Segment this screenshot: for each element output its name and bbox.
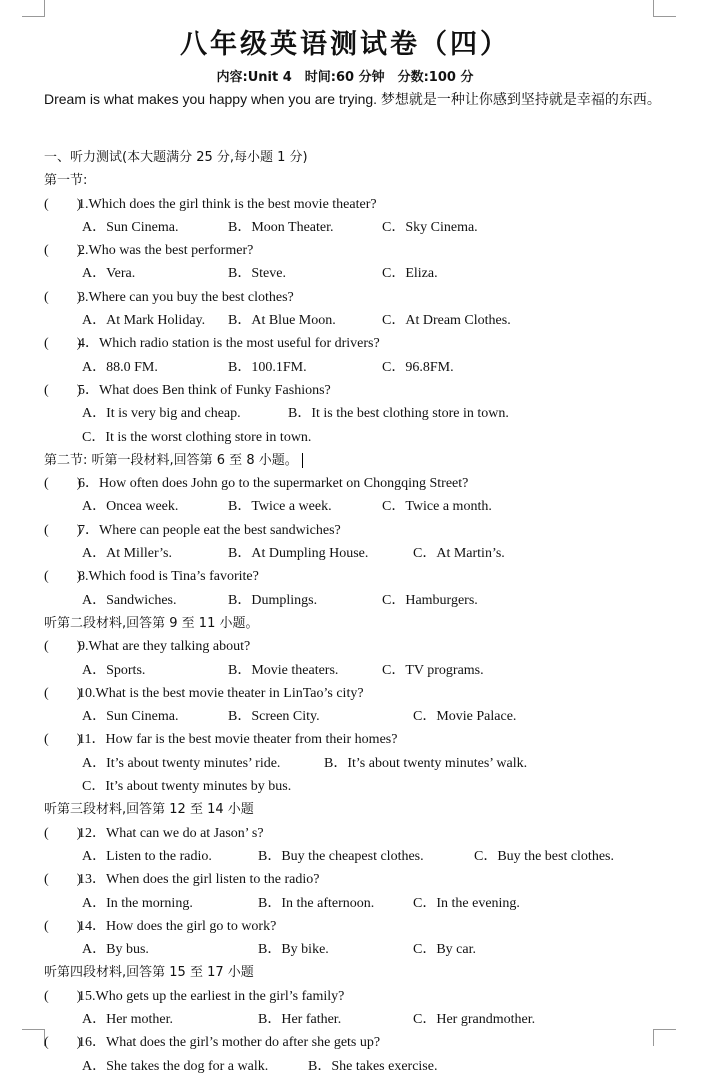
option-a: A．By bus. (82, 942, 149, 958)
answer-blank[interactable]: ( ) (44, 336, 82, 352)
option-a: A．Sun Cinema. (82, 219, 179, 235)
option-c: C．TV programs. (382, 662, 484, 678)
question: ( )7．Where can people eat the best sandwiches? (44, 519, 684, 542)
options-row (44, 589, 684, 612)
option-b: B．She takes exercise. (308, 1058, 438, 1074)
option-a: A．At Mark Holiday. (82, 313, 206, 329)
option-c: C．Her grandmother. (413, 1011, 536, 1027)
option-c: C．At Martin’s. (413, 546, 505, 562)
option-b: B．At Dumpling House. (228, 546, 369, 562)
option-c: C．Buy the best clothes. (474, 848, 614, 864)
option-b: B．In the afternoon. (258, 895, 375, 911)
answer-blank[interactable]: ( ) (44, 569, 82, 585)
question: ( )16．What does the girl’s mother do after she gets up? (44, 1031, 684, 1054)
options-row (44, 1055, 684, 1078)
part-heading: 听第四段材料,回答第 15 至 17 小题 (44, 965, 254, 981)
options-row (44, 938, 684, 961)
answer-blank[interactable]: ( ) (44, 243, 82, 259)
document-body[interactable] (44, 124, 684, 1078)
page-title: 八年级英语测试卷（四） (180, 29, 510, 60)
option-a: A．Sports. (82, 662, 146, 678)
option-c: C．Movie Palace. (413, 709, 517, 725)
options-row (44, 402, 684, 425)
question: ( )8.Which food is Tina’s favorite? (44, 565, 684, 588)
part-heading: 第二节: 听第一段材料,回答第 6 至 8 小题。 (44, 449, 684, 472)
options-row (44, 356, 684, 379)
question: ( )1.Which does the girl think is the best movie theater? (44, 193, 684, 216)
options-row (44, 262, 684, 285)
option-b: B．Screen City. (228, 709, 320, 725)
option-a: A．She takes the dog for a walk. (82, 1058, 269, 1074)
answer-blank[interactable]: ( ) (44, 382, 82, 398)
options-row (44, 752, 684, 775)
option-a: A．Sandwiches. (82, 592, 177, 608)
option-c: C．96.8FM. (382, 359, 454, 375)
option-a: A．It’s about twenty minutes’ ride. (82, 755, 281, 771)
option-b: B．It is the best clothing store in town. (288, 406, 509, 422)
part-heading: 第一节: (44, 173, 88, 189)
option-b: B．Dumplings. (228, 592, 318, 608)
answer-blank[interactable]: ( ) (44, 685, 82, 701)
options-row (44, 216, 684, 239)
options-row (44, 892, 684, 915)
page-corner-mark (22, 1029, 45, 1046)
option-c: C．Eliza. (382, 266, 438, 282)
page-corner-mark (653, 0, 676, 17)
options-row (44, 845, 684, 868)
option-b: B．By bike. (258, 942, 329, 958)
option-b: B．At Blue Moon. (228, 313, 336, 329)
option-c: C．Sky Cinema. (382, 219, 478, 235)
answer-blank[interactable]: ( ) (44, 289, 82, 305)
question: ( )11．How far is the best movie theater from their homes? (44, 728, 684, 751)
option-a: A．Sun Cinema. (82, 709, 179, 725)
option-c: C．By car. (413, 942, 476, 958)
option-b: B．It’s about twenty minutes’ walk. (324, 755, 528, 771)
option-a: A．Listen to the radio. (82, 848, 212, 864)
question: ( )4．Which radio station is the most useful for drivers? (44, 332, 684, 355)
option-a: A．At Miller’s. (82, 546, 172, 562)
answer-blank[interactable]: ( ) (44, 732, 82, 748)
option-c: C．Hamburgers. (382, 592, 478, 608)
options-row (44, 426, 684, 449)
exam-info: 内容:Unit 4 时间:60 分钟 分数:100 分 (216, 70, 474, 85)
options-row (44, 495, 684, 518)
answer-blank[interactable]: ( ) (44, 872, 82, 888)
question: ( )13．When does the girl listen to the radio? (44, 868, 684, 891)
answer-blank[interactable]: ( ) (44, 522, 82, 538)
answer-blank[interactable]: ( ) (44, 825, 82, 841)
text-cursor (302, 453, 303, 468)
options-row (44, 309, 684, 332)
option-a: A．It is very big and cheap. (82, 406, 241, 422)
question: ( )3.Where can you buy the best clothes? (44, 286, 684, 309)
answer-blank[interactable]: ( ) (44, 918, 82, 934)
option-a: A．In the morning. (82, 895, 193, 911)
question: ( )15.Who gets up the earliest in the girl’s family? (44, 985, 684, 1008)
question: ( )6．How often does John go to the supermarket on Chongqing Street? (44, 472, 684, 495)
option-c: C．At Dream Clothes. (382, 313, 511, 329)
option-b: B．Her father. (258, 1011, 342, 1027)
answer-blank[interactable]: ( ) (44, 639, 82, 655)
page-corner-mark (22, 0, 45, 17)
options-row (44, 542, 684, 565)
option-a: A．88.0 FM. (82, 359, 158, 375)
option-b: B．Movie theaters. (228, 662, 339, 678)
answer-blank[interactable]: ( ) (44, 988, 82, 1004)
option-a: A．Oncea week. (82, 499, 179, 515)
answer-blank[interactable]: ( ) (44, 476, 82, 492)
option-b: B．Moon Theater. (228, 219, 334, 235)
option-b: B．Twice a week. (228, 499, 332, 515)
question: ( )10.What is the best movie theater in LinTao’s city? (44, 682, 684, 705)
options-row (44, 659, 684, 682)
question: ( )5．What does Ben think of Funky Fashions? (44, 379, 684, 402)
option-c: C．Twice a month. (382, 499, 492, 515)
option-c: C．It is the worst clothing store in town. (82, 429, 312, 445)
option-c: C．In the evening. (413, 895, 520, 911)
motto: Dream is what makes you happy when you are trying. 梦想就是一种让你感到坚持就是幸福的东西。 (44, 91, 661, 107)
section-heading: 一、听力测试(本大题满分 25 分,每小题 1 分) (44, 150, 308, 165)
question: ( )14．How does the girl go to work? (44, 915, 684, 938)
answer-blank[interactable]: ( ) (44, 196, 82, 212)
question: ( )2.Who was the best performer? (44, 239, 684, 262)
options-row (44, 1008, 684, 1031)
question: ( )12．What can we do at Jason’ s? (44, 822, 684, 845)
question: ( )9.What are they talking about? (44, 635, 684, 658)
option-c: C．It’s about twenty minutes by bus. (82, 779, 292, 795)
option-b: B．100.1FM. (228, 359, 307, 375)
options-row (44, 775, 684, 798)
option-a: A．Vera. (82, 266, 136, 282)
option-b: B．Buy the cheapest clothes. (258, 848, 424, 864)
options-row (44, 705, 684, 728)
option-a: A．Her mother. (82, 1011, 173, 1027)
answer-blank[interactable]: ( ) (44, 1035, 82, 1051)
part-heading: 听第三段材料,回答第 12 至 14 小题 (44, 802, 254, 818)
part-heading: 听第二段材料,回答第 9 至 11 小题。 (44, 615, 259, 631)
option-b: B．Steve. (228, 266, 286, 282)
